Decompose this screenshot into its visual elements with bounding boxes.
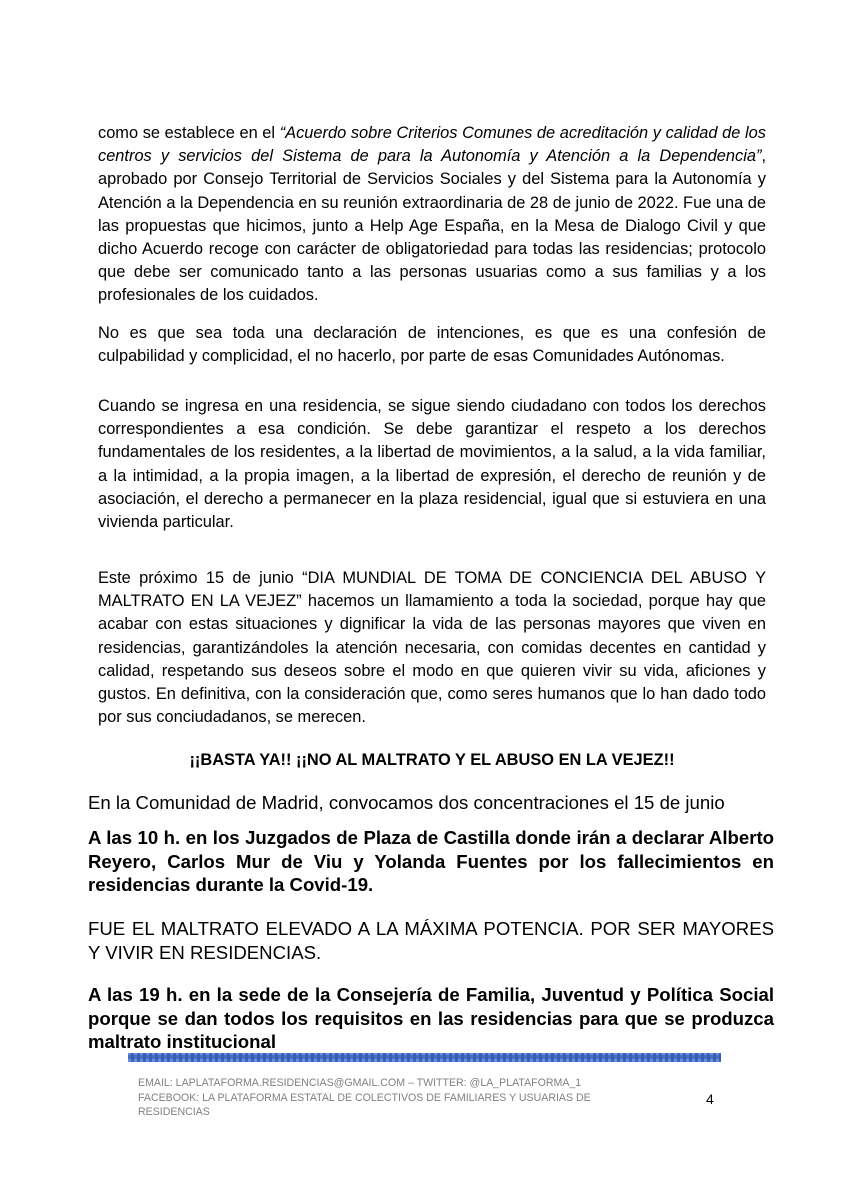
footer-email-twitter: EMAIL: LAPLATAFORMA.RESIDENCIAS@GMAIL.COM – TWITTER: @LA_PLATAFORMA_1 [138, 1077, 582, 1089]
footer-divider-bar [128, 1053, 721, 1062]
event-evening: A las 19 h. en la sede de la Consejería de Familia, Juventud y Política Social porque se dan todos los requisitos en las residencias para que se produzca maltrato institucional [88, 984, 774, 1052]
event-morning: A las 10 h. en los Juzgados de Plaza de Castilla donde irán a declarar Alberto Reyero, Carlos Mur de Viu y Yolanda Fuentes por los fallecimientos en residencias durante la Covid-19. [88, 827, 774, 895]
paragraph-rights: Cuando se ingresa en una residencia, se sigue siendo ciudadano con todos los derechos correspondientes a esa condición. Se debe garantizar el respeto a los derechos fundamentales de los residentes, a la libertad de movimientos, a la salud, a la vida familiar, a la intimidad, a la propia imagen, a la libertad de expresión, el derecho de reunión y de asociación, el derecho a permanecer en la plaza residencial, igual que si estuviera en una vivienda particular. [98, 397, 766, 532]
footer-facebook: FACEBOOK: LA PLATAFORMA ESTATAL DE COLECTIVOS DE FAMILIARES Y USUARIAS DE RESIDENCIAS [138, 1091, 591, 1118]
slogan-heading: ¡¡BASTA YA!! ¡¡NO AL MALTRATO Y EL ABUSO EN LA VEJEZ!! [189, 751, 675, 769]
paragraph-agreement-rest: , aprobado por Consejo Territorial de Servicios Sociales y del Sistema para la Autonomía y Atención a la Dependencia en su reunión extraordinaria de 28 de junio de 2022. Fue una de las propuestas que hicimos, junto a Help Age España, en la Mesa de Dialogo Civil y que dicho Acuerdo recoge con carácter de obligatoriedad para todas las residencias; protocolo que debe ser comunicado tanto a las personas usuarias como a sus familias y a los profesionales de los cuidados. [98, 147, 766, 305]
madrid-intro: En la Comunidad de Madrid, convocamos dos concentraciones el 15 de junio [88, 792, 725, 813]
footer-contact [138, 1076, 618, 1120]
page-number: 4 [706, 1091, 714, 1107]
paragraph-declaration: No es que sea toda una declaración de intenciones, es que es una confesión de culpabilidad y complicidad, el no hacerlo, por parte de esas Comunidades Autónomas. [98, 324, 766, 366]
paragraph-agreement [98, 122, 766, 308]
paragraph-agreement-lead: como se establece en el [98, 124, 280, 142]
agreement-title-quote: “Acuerdo sobre Criterios Comunes de acreditación y calidad de los centros y servicios del Sistema de para la Autonomía y Atención a la Dependencia” [98, 124, 766, 166]
paragraph-world-day: Este próximo 15 de junio “DIA MUNDIAL DE TOMA DE CONCIENCIA DEL ABUSO Y MALTRATO EN LA VEJEZ” hacemos un llamamiento a toda la sociedad, porque hay que acabar con estas situaciones y dignificar la vida de las personas mayores que viven en residencias, garantizándoles la atención necesaria, con comidas decentes en cantidad y calidad, respetando sus deseos sobre el modo en que quieren vivir su vida, aficiones y gustos. En definitiva, con la consideración que, como seres humanos que lo han dado todo por sus conciudadanos, se merecen. [98, 569, 766, 727]
statement-uppercase: FUE EL MALTRATO ELEVADO A LA MÁXIMA POTENCIA. POR SER MAYORES Y VIVIR EN RESIDENCIAS. [88, 918, 774, 963]
